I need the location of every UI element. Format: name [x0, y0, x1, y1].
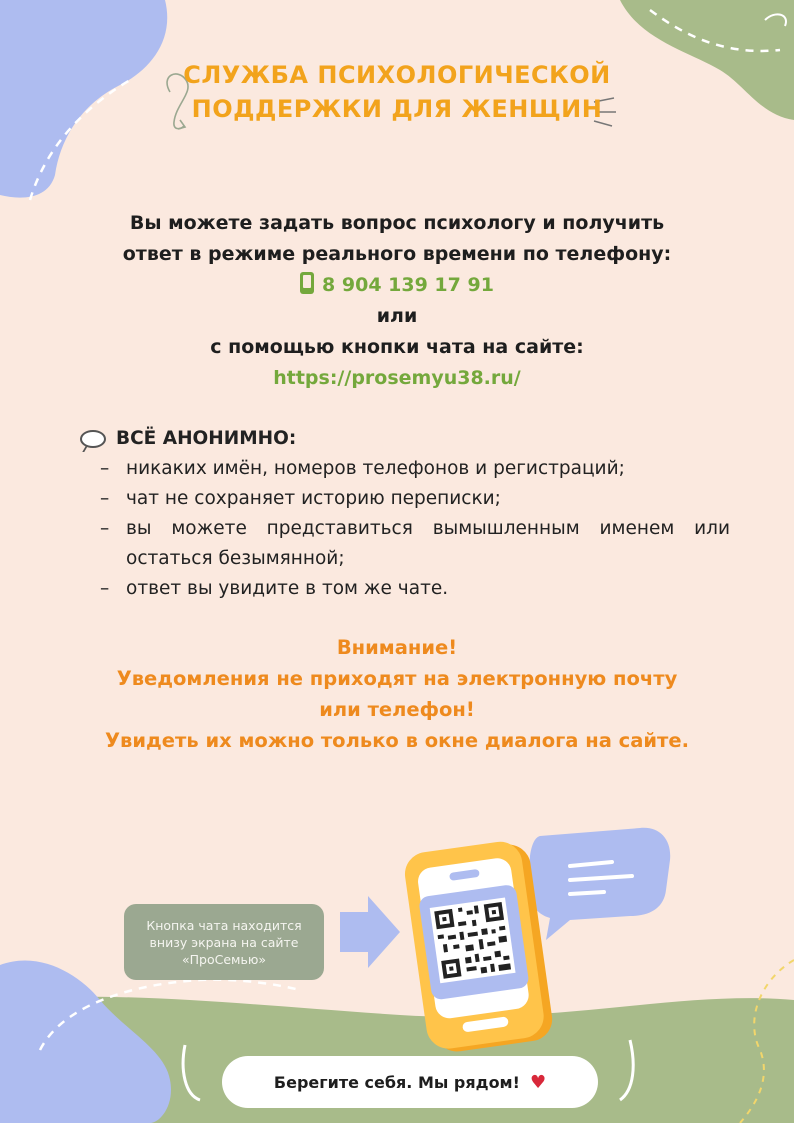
footer-banner — [222, 1056, 598, 1108]
phone-illustration — [396, 840, 556, 1060]
anonymous-heading-text: ВСЁ АНОНИМНО: — [116, 428, 297, 449]
list-item: – вы можете представиться вымышленным именем или остаться безымянной; — [80, 514, 730, 574]
list-item: – никаких имён, номеров телефонов и регистраций; — [80, 454, 730, 484]
attention-line-1: Внимание! — [336, 636, 458, 659]
list-item: – ответ вы увидите в том же чате. — [80, 574, 730, 604]
phone-icon — [300, 272, 314, 294]
intro-line-2: ответ в режиме реального времени по телефону: — [122, 243, 672, 265]
note-line-1: Кнопка чата находится — [146, 917, 302, 933]
anonymous-list — [80, 454, 730, 604]
intro-block — [60, 208, 734, 394]
phone-number[interactable]: 8 904 139 17 91 — [322, 274, 494, 296]
attention-block — [40, 632, 754, 756]
anonymous-heading — [80, 424, 730, 454]
footer-text: Берегите себя. Мы рядом! — [273, 1072, 520, 1092]
intro-line-3: с помощью кнопки чата на сайте: — [210, 336, 584, 358]
heart-icon: ♥ — [529, 1071, 547, 1093]
speech-bubble-icon — [80, 430, 106, 448]
list-item: – чат не сохраняет историю переписки; — [80, 484, 730, 514]
phone-line — [60, 270, 734, 301]
title-line-2: ПОДДЕРЖКИ ДЛЯ ЖЕНЩИН — [191, 95, 603, 123]
title-line-1: СЛУЖБА ПСИХОЛОГИЧЕСКОЙ — [183, 61, 611, 89]
note-line-3: «ПроСемью» — [181, 951, 266, 967]
qr-code-icon — [430, 897, 516, 983]
anonymous-section — [80, 424, 730, 604]
website-link[interactable]: https://prosemyu38.ru/ — [273, 367, 521, 389]
or-text: или — [376, 305, 418, 327]
attention-line-2: Уведомления не приходят на электронную почту — [116, 667, 678, 690]
page-title — [0, 58, 794, 126]
intro-line-1: Вы можете задать вопрос психологу и получить — [129, 212, 665, 234]
chat-button-note — [124, 904, 324, 980]
attention-line-4: Увидеть их можно только в окне диалога на сайте. — [105, 729, 689, 752]
attention-line-3: или телефон! — [319, 698, 475, 721]
note-line-2: внизу экрана на сайте — [149, 934, 299, 950]
